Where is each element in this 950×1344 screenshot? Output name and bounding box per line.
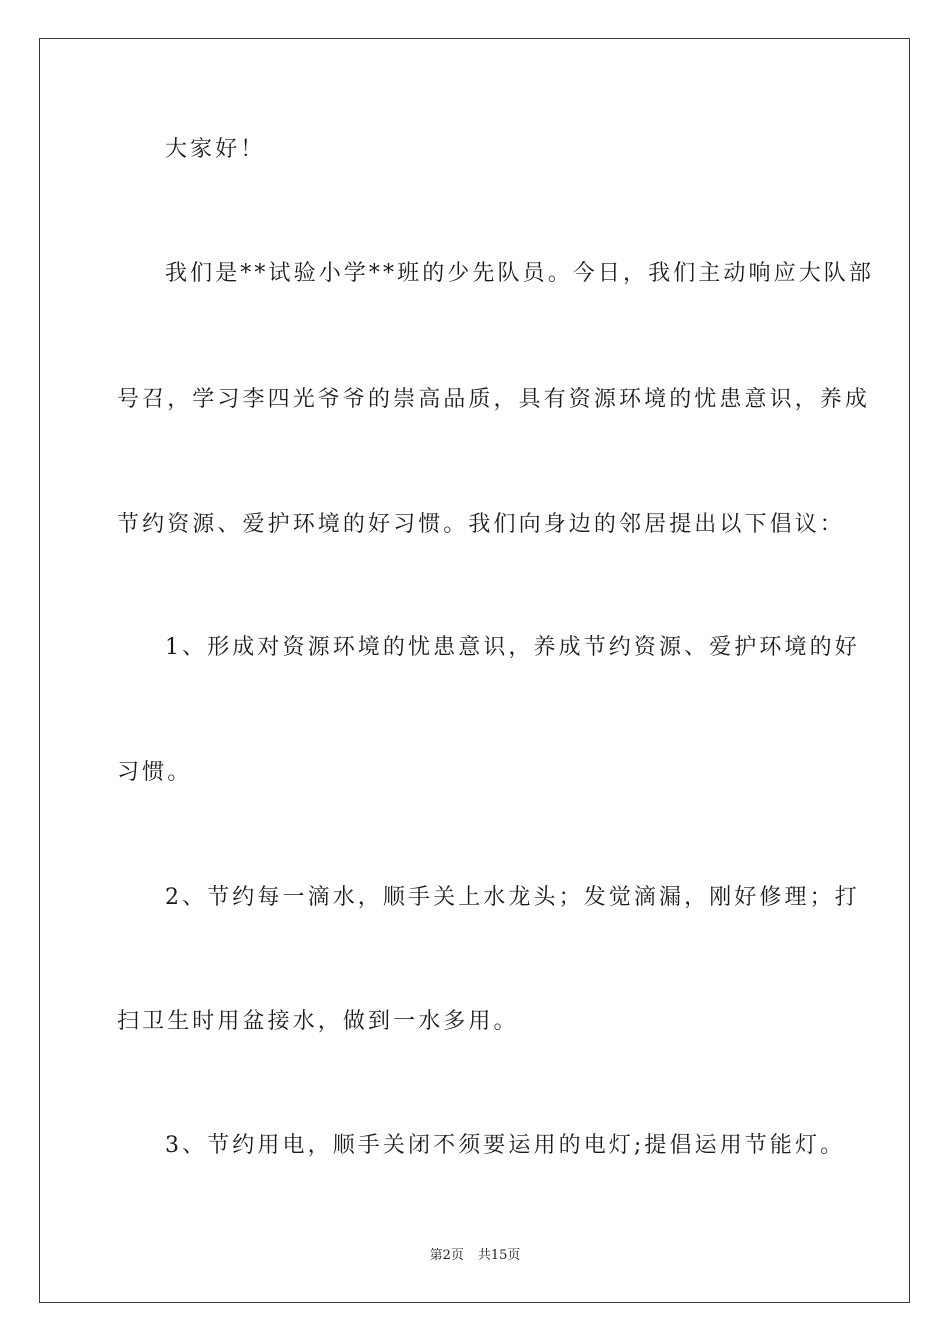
list-item-1-line: 1、形成对资源环境的忧患意识，养成节约资源、爱护环境的好 [165,635,860,660]
page-footer [0,1247,950,1265]
paragraph-line: 我们是**试验小学**班的少先队员。今日，我们主动响应大队部 [165,261,875,286]
paragraph-line: 节约资源、爱护环境的好习惯。我们向身边的邻居提出以下倡议： [117,512,845,537]
page-number: 第2页 [429,1248,464,1263]
list-item-3-line: 3、节约用电，顺手关闭不须要运用的电灯;提倡运用节能灯。 [165,1133,846,1158]
list-item-1-line: 习惯。 [117,760,193,785]
list-item-2-line: 2、节约每一滴水，顺手关上水龙头；发觉滴漏，刚好修理；打 [165,885,860,910]
greeting-line: 大家好！ [165,137,266,162]
page-border [39,38,910,1303]
paragraph-line: 号召，学习李四光爷爷的崇高品质，具有资源环境的忧患意识，养成 [117,387,871,412]
page-total: 共15页 [477,1248,521,1263]
list-item-2-line: 扫卫生时用盆接水，做到一水多用。 [117,1009,519,1034]
